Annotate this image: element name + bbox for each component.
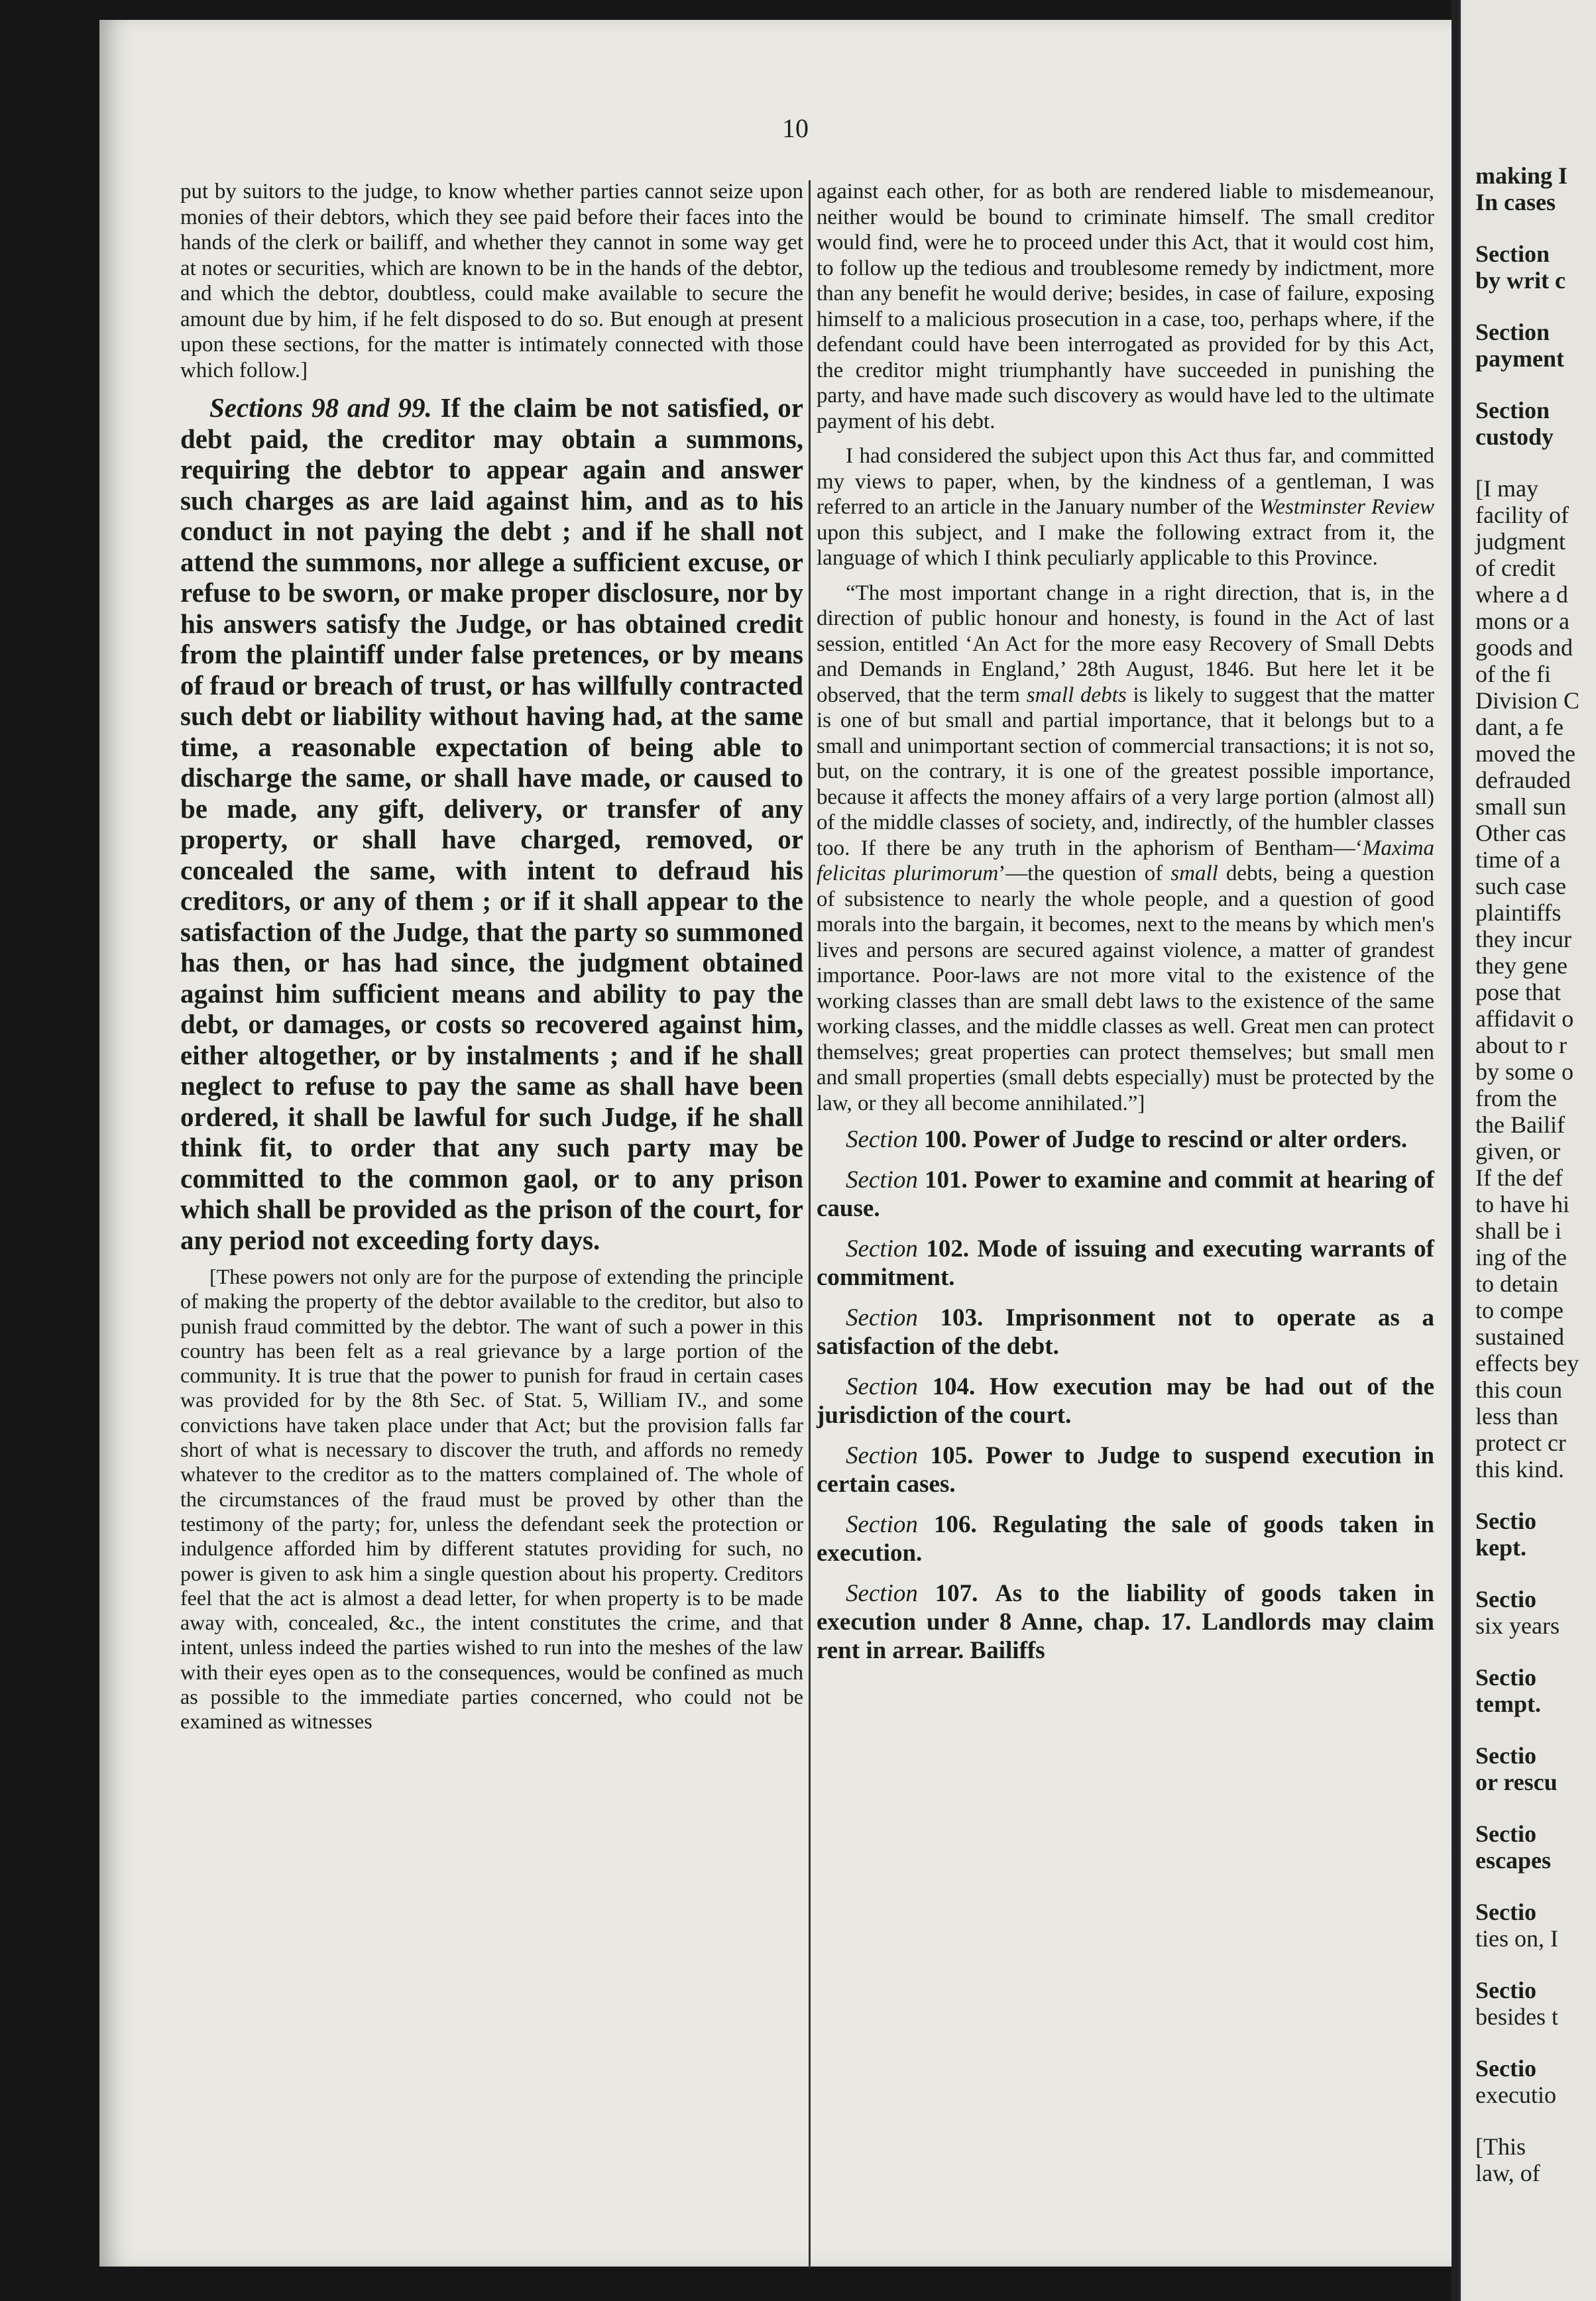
facing-page-line: ing of the [1475,1244,1567,1270]
facing-page-line: they incur [1475,926,1571,952]
section-entry [817,1304,1434,1361]
section-entry [817,1441,1434,1498]
facing-page-line: making I [1475,162,1568,189]
facing-page-line: shall be i [1475,1217,1562,1244]
facing-page-line: Section [1475,397,1550,423]
page-number: 10 [782,113,809,143]
para2-text-b: upon this subject, and I make the following extract from it, the language of which I think peculiarly applicable to this Province. [817,520,1434,570]
section-label: Section [846,1304,918,1331]
facing-page-line: Sectio [1475,1821,1536,1847]
facing-page-line: custody [1475,423,1554,450]
section-label: Section [846,1580,918,1607]
facing-page-line: Division C [1475,687,1580,714]
facing-page-line: affidavit o [1475,1005,1574,1032]
quote-text-a: “The most important change in a right direction, that is, in the direction of public honour and honesty, is found in the Act of last session, entitled ‘An Act for the more easy Recovery of Small Debts and Demands in England,’ 28th August, 1846. But here let it be observed, that the term [817,581,1434,707]
facing-page-line: defrauded [1475,767,1571,793]
section-text: Power to examine and commit at hearing of cause. [817,1166,1434,1222]
facing-page-line: executio [1475,2082,1556,2108]
intro-paragraph: put by suitors to the judge, to know whether parties cannot seize upon monies of their debtors, which they see paid before their faces into the hands of the clerk or bailiff, and whether they cannot in some way get at notes or securities, which are known to be in the hands of the debtor, and which the debtor, doubtless, could make available to secure the amount due by him, if he felt disposed to do so. But enough at present upon these sections, for the matter is intimately connected with those which follow.] [180,180,803,382]
facing-page-line: sustained [1475,1323,1564,1350]
quote-text-d: debts, being a question of subsistence to nearly the whole people, and a question of good morals into the bargain, it becomes, next to the means by which men's lives and persons are secured against violence, a matter of grandest importance. Poor-laws are not more vital to the existence of the working classes than are small debt laws to the existence of the same working classes, and the middle classes as well. Great men can protect themselves; great properties can protect themselves; but small men and small properties (small debts especially) must be protected by the law, or they all become annihilated.”] [817,862,1435,1115]
quote-small-debts: small debts [1026,683,1127,707]
right-column [817,179,1434,1677]
facing-page-line: law, of [1475,2160,1540,2186]
section-label: Section [846,1166,918,1194]
facing-page-line: to detain [1475,1270,1558,1297]
facing-page-line: time of a [1475,846,1560,873]
facing-page-line: judgment [1475,528,1566,555]
section-entry [817,1166,1434,1223]
facing-page-line: mons or a [1475,608,1569,634]
section-label: Section [846,1126,918,1153]
section-label: Section [846,1235,918,1263]
facing-page-line: [This [1475,2133,1526,2160]
continuation-paragraph: against each other, for as both are rendered liable to misdemeanour, neither would be bound to criminate himself. The small creditor would find, were he to proceed under this Act, that it would cost him, to follow up the tedious and troublesome remedy by indictment, more than any benefit he would derive; besides, in case of failure, exposing himself to a malicious prosecution in a case, too, perhaps where, if the defendant could have been interrogated as provided for by this Act, the creditor might triumphantly have succeeded in punishing the party, and have made such discovery as would have led to the ultimate payment of his debt. [817,180,1434,433]
para2-text-a: I had considered the subject upon this Act thus far, and committed my views to paper, when, by the kindness of a gentleman, I was referred to an article in the January number of the [817,444,1434,519]
facing-page-line: effects bey [1475,1350,1579,1376]
column-divider [809,180,811,2268]
section-number: 107. [935,1580,978,1607]
section-text: Power of Judge to rescind or alter orders. [973,1126,1408,1153]
facing-page-line: goods and [1475,634,1573,661]
facing-page-line: Sectio [1475,1586,1536,1612]
facing-page-line: moved the [1475,740,1575,767]
facing-page-line: Sectio [1475,1508,1536,1534]
facing-page-line: Sectio [1475,1742,1536,1769]
section-text: Regulating the sale of goods taken in execution. [817,1511,1435,1567]
facing-page-line: the Bailif [1475,1111,1565,1138]
westminster-paragraph [817,443,1434,571]
facing-page-line: given, or [1475,1138,1560,1164]
facing-page-line: plaintiffs [1475,899,1562,926]
quote-small: small [1170,862,1218,885]
section-text: Power to Judge to suspend execution in certain cases. [817,1442,1435,1498]
facing-page-line: Sectio [1475,2055,1536,2082]
section-text: Mode of issuing and executing warrants of commitment. [817,1235,1435,1291]
section-text: How execution may be had out of the jurisdiction of the court. [817,1373,1435,1429]
facing-page-line: Other cas [1475,820,1566,846]
section-entry [817,1579,1434,1665]
facing-page-line: If the def [1475,1164,1563,1191]
facing-page-line: In cases [1475,189,1556,215]
sections-text: If the claim be not satisfied, or debt paid, the creditor may obtain a summons, requiring the debtor to appear again and answer such charges as are laid against him, and as to his conduct in not paying the debt ; and if he shall not attend the summons, nor allege a sufficient excuse, or refuse to be sworn, or make proper disclosure, nor by his answers satisfy the Judge, or has obtained credit from the plaintiff under false pretences, or by means of fraud or breach of trust, or has willfully contracted such debt or liability without having had, at the same time, a reasonable expectation of being able to discharge the same, or shall have made, or caused to be made, any gift, delivery, or transfer of any property, or shall have charged, removed, or concealed the same, with intent to defraud his creditors, or any of them ; or if it shall appear to the satisfaction of the Judge, that the party so summoned has then, or has had since, the judgment obtained against him sufficient means and ability to pay the debt, or damages, or costs so recovered against him, either altogether, or by instalments ; and if he shall neglect to refuse to pay the same as shall have been ordered, it shall be lawful for such Judge, if he shall think fit, to order that any such party may be committed to the common gaol, or to any prison which shall be provided as the prison of the court, for any period not exceeding forty days. [180,392,803,1255]
facing-page-line: escapes [1475,1847,1551,1874]
section-entry [817,1235,1434,1292]
facing-page-line: payment [1475,345,1564,372]
section-number: 106. [933,1511,977,1538]
facing-page-line: where a d [1475,581,1568,608]
facing-page-line: [I may [1475,475,1538,502]
quote-text-c: ’—the question of [998,862,1171,885]
facing-page-line: they gene [1475,952,1568,979]
section-entry [817,1373,1434,1430]
facing-page-line: such case [1475,873,1566,899]
facing-page-line: to compe [1475,1297,1564,1323]
facing-page-line: ties on, I [1475,1925,1558,1952]
section-number: 101. [924,1166,968,1194]
sections-label: Sections 98 and 99. [209,392,432,423]
section-number: 104. [932,1373,976,1400]
facing-page-line: small sun [1475,793,1567,820]
facing-page-line: protect cr [1475,1430,1566,1456]
facing-page-line: Sectio [1475,1977,1536,2003]
facing-page-line: by some o [1475,1058,1573,1085]
facing-page-line: kept. [1475,1534,1527,1561]
facing-page-edge [1458,0,1596,2301]
section-number: 102. [926,1235,970,1263]
facing-page-line: by writ c [1475,267,1566,294]
facing-page-line: this kind. [1475,1456,1565,1483]
facing-page-line: Section [1475,319,1550,345]
facing-page-line: this coun [1475,1376,1562,1403]
section-number: 103. [940,1304,984,1331]
facing-page-line: to have hi [1475,1191,1569,1217]
facing-page-line: less than [1475,1403,1558,1430]
section-label: Section [846,1511,918,1538]
facing-page-line: Section [1475,241,1550,267]
facing-page-line: besides t [1475,2003,1558,2030]
sections-98-99-paragraph [180,392,803,1255]
section-list [817,1125,1434,1665]
quotation-paragraph [817,581,1434,1117]
section-text: As to the liability of goods taken in execution under 8 Anne, chap. 17. Landlords may claim rent in arrear. Bailiffs [817,1580,1435,1664]
section-text: Imprisonment not to operate as a satisfaction of the debt. [817,1304,1435,1360]
facing-page-line: about to r [1475,1032,1567,1058]
section-entry [817,1510,1434,1567]
left-column [180,179,803,1744]
facing-page-line: Sectio [1475,1664,1536,1691]
section-label: Section [846,1373,918,1400]
facing-page-line: Sectio [1475,1899,1536,1925]
facing-page-line: tempt. [1475,1691,1541,1717]
section-label: Section [846,1442,918,1469]
facing-page-line: facility of [1475,502,1569,528]
facing-page-line: dant, a fe [1475,714,1564,740]
review-title: Westminster Review [1259,495,1434,519]
facing-page-line: of credit [1475,555,1556,581]
quote-text-b: is likely to suggest that the matter is one of but small and partial importance, that it belongs but to a small and unimportant section of commercial transactions; it is not so, but, on the contrary, it is one of the greatest possible importance, because it affects the money affairs of a very large portion (almost all) of the middle classes of society, and, indirectly, of the humbler classes too. If there be any truth in the aphorism of Bentham—‘ [817,683,1435,860]
facing-page-line: six years [1475,1612,1560,1639]
section-number: 105. [930,1442,974,1469]
facing-page-line: pose that [1475,979,1561,1005]
facing-page-line: from the [1475,1085,1557,1111]
facing-page-line: or rescu [1475,1769,1558,1795]
facing-page-line: of the fi [1475,661,1551,687]
commentary-note: [These powers not only are for the purpose of extending the principle of making the property of the debtor available to the creditor, but also to punish fraud committed by the debtor. The want of such a power in this country has been felt as a real grievance by a large portion of the community. It is true that the power to punish for fraud in certain cases was provided for by the 8th Sec. of Stat. 5, William IV., and some convictions have taken place under that Act; but the provision falls far short of what is necessary to discover the truth, and affords no remedy whatever to the creditor as to the matters complained of. The whole of the circumstances of the fraud must be proved by other than the testimony of the party; for, unless the defendant seek the protection or indulgence afforded him by different statutes providing for such, no power is given to ask him a single question about his property. Creditors feel that the act is almost a dead letter, for when property is to be made away with, concealed, &c., the intent constitutes the crime, and that intent, unless indeed the parties wished to run into the meshes of the law with their eyes open as to the consequences, would be confined as much as possible to the immediate parties concerned, who could not be examined as witnesses [180,1264,803,1734]
section-number: 100. [924,1126,967,1153]
quote-maxima: Maxima felicitas plurimorum [817,836,1434,885]
section-entry [817,1125,1434,1154]
